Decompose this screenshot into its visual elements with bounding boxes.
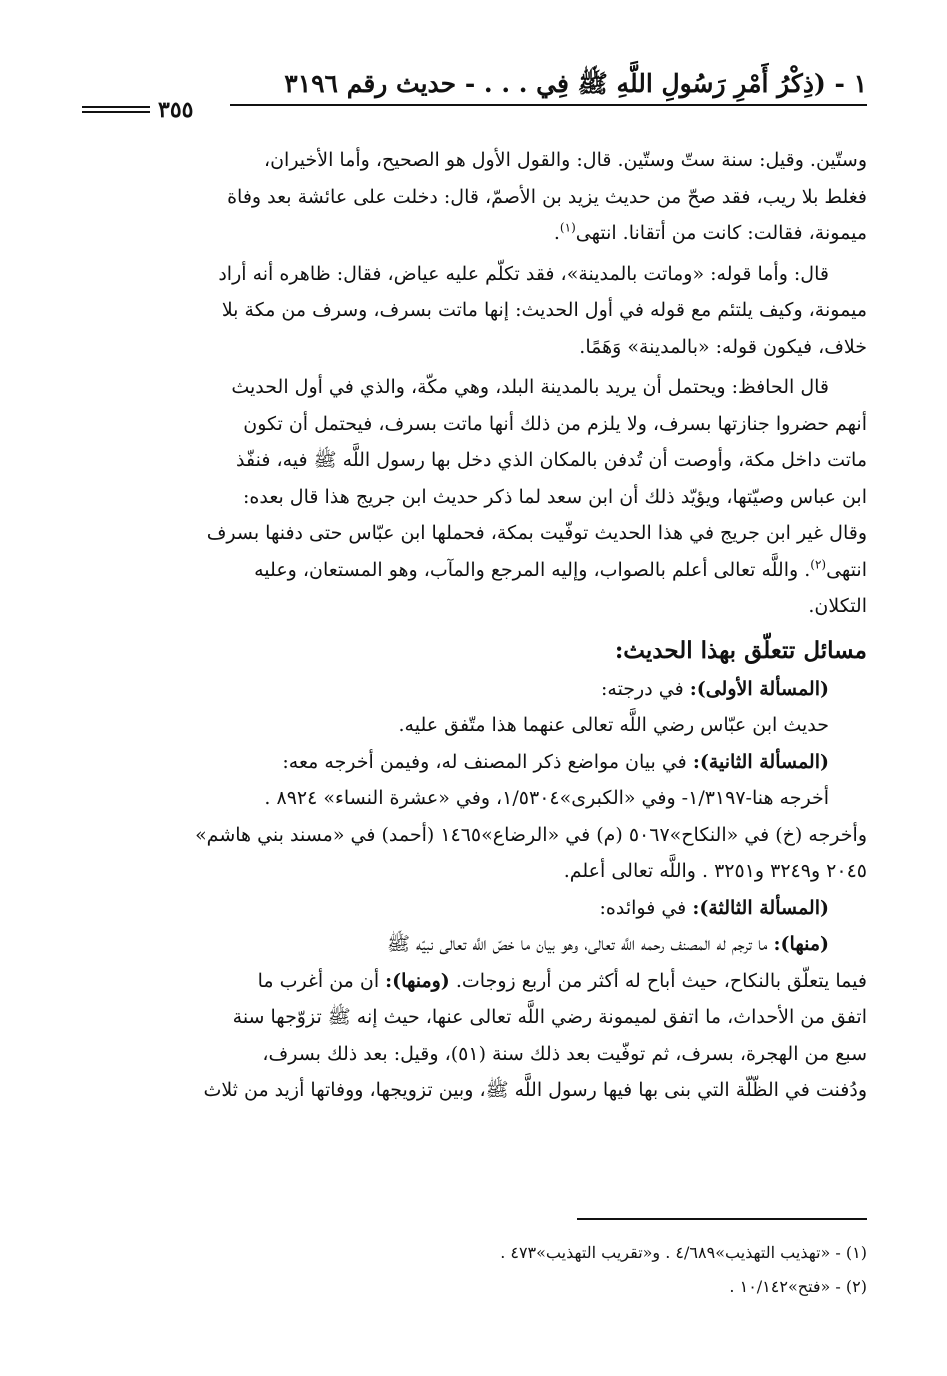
text-span: أن من أغرب ما [257,969,380,992]
header-title: ١ - (ذِكْرُ أَمْرِ رَسُولِ اللَّهِ ﷺ فِي . . . - حديث رقم ٣١٩٦ [284,69,867,98]
section-heading: مسائل تتعلّق بهذا الحديث: [614,636,867,664]
text-span: ما ترجم له المصنف رحمه اللَّه تعالى، وهو بيان ما خصّ اللَّه تعالى نبيّه ﷺ [387,933,768,955]
text-span: ميمونة، فقالت: كانت من أتقانا. انتهى [575,222,867,244]
text-line: التكلان. [808,595,867,617]
footnote-ref-1[interactable]: (١) [559,220,576,235]
text-line: خلاف، فيكون قوله: «بالمدينة» وَهَمًا. [579,335,867,358]
page [70,60,867,1350]
text-line: اتفق من الأحداث، ما اتفق لميمونة رضي اللَّه تعالى عنها، حيث إنه ﷺ تزوّجها سنة [232,1006,867,1028]
text-line: ودُفنت في الظّلّة التي بنى بها فيها رسول اللَّه ﷺ، وبين تزويجها، ووفاتها أزيد من ثلاث [203,1079,867,1101]
main-text [70,142,867,1109]
text-line: أخرجه هنا-١/٣١٩٧- وفي «الكبرى»١/٥٣٠٤، وفي «عشرة النساء» ٨٩٢٤ . [264,787,829,809]
text-line: ماتت داخل مكة، وأوصت أن تُدفن بالمكان الذي دخل بها رسول اللَّه ﷺ فيه، فنفّذ [236,449,867,471]
page-number: ٣٥٥ [158,97,194,123]
question-label: (المسألة الثانية): [692,750,829,773]
text-span: انتهى [826,558,867,581]
footnote-1: (١) - «تهذيب التهذيب»٤/٦٨٩ . و«تقريب التهذيب»٤٧٣ . [500,1243,867,1262]
text-line: وأخرجه (خ) في «النكاح»٥٠٦٧ (م) في «الرضاع»١٤٦٥ (أحمد) في «مسند بني هاشم» [195,823,867,846]
footnote-ref-2[interactable]: (٢) [810,557,827,572]
text-line [70,552,867,589]
benefit-label: (ومنها): [385,969,450,992]
text-line: ٢٠٤٥ و٣٢٤٩ و٣٢٥١ . واللَّه تعالى أعلم. [563,860,867,882]
benefit-label: (منها): [773,933,829,955]
text-span: فيما يتعلّق بالنكاح، حيث أباح له أكثر من أربع زوجات. [455,969,867,992]
text-line: وقال غير ابن جريج في هذا الحديث توفّيت بمكة، فحملها ابن عبّاس حتى دفنها بسرف [206,522,867,544]
text-line: ميمونة، فقالت: كانت من أتقانا. انتهى$^{(١)}$. [553,220,867,244]
question-label: (المسألة الثالثة): [692,896,829,919]
text-line: فغلط بلا ريب، فقد صحّ من حديث يزيد بن الأصمّ، قال: دخلت على عائشة بعد وفاة [227,185,867,208]
text-line: قال: وأما قوله: «وماتت بالمدينة»، فقد تكلّم عليه عياض، فقال: ظاهره أنه أراد [218,262,829,285]
text-line: وستّين. وقيل: سنة ستّ وستّين. قال: والقول الأول هو الصحيح، وأما الأخيران، [263,149,867,171]
footnotes [70,1236,867,1304]
text-line: ابن عباس وصيّتها، ويؤيّد ذلك أن ابن سعد لما ذكر حديث ابن جريج هذا قال بعده: [242,485,867,508]
question-line [70,671,867,708]
text-span: . واللَّه تعالى أعلم بالصواب، وإليه المرجع والمآب، وهو المستعان، وعليه [254,558,811,581]
question-text: في فوائده: [599,896,687,919]
text-line: سبع من الهجرة، بسرف، ثم توفّيت بعد ذلك سنة (٥١)، وقيل: بعد ذلك بسرف، [262,1042,867,1065]
text-line: حديث ابن عبّاس رضي اللَّه تعالى عنهما هذا متّفق عليه. [398,714,829,736]
running-header [70,68,867,138]
text-line [70,926,867,963]
footnote-2: (٢) - «فتح»١٠/١٤٢ . [729,1277,867,1296]
footnote-separator [577,1218,867,1220]
text-line [70,963,867,1000]
header-rule [230,104,867,106]
text-line: قال الحافظ: ويحتمل أن يريد بالمدينة البلد، وهي مكّة، والذي في أول الحديث [231,376,829,398]
question-label: (المسألة الأولى): [689,677,829,700]
question-text: في بيان مواضع ذكر المصنف له، وفيمن أخرجه معه: [282,750,687,773]
text-line: أنهم حضروا جنازتها بسرف، ولا يلزم من ذلك أنها ماتت بسرف، فيحتمل أن تكون [243,412,867,435]
question-line [70,744,867,781]
question-line [70,890,867,927]
question-text: في درجته: [600,677,684,700]
text-line: ميمونة، وكيف يلتئم مع قوله في أول الحديث: إنها ماتت بسرف، وسرف من مكة بلا [221,299,867,321]
page-number-bars [82,106,150,118]
